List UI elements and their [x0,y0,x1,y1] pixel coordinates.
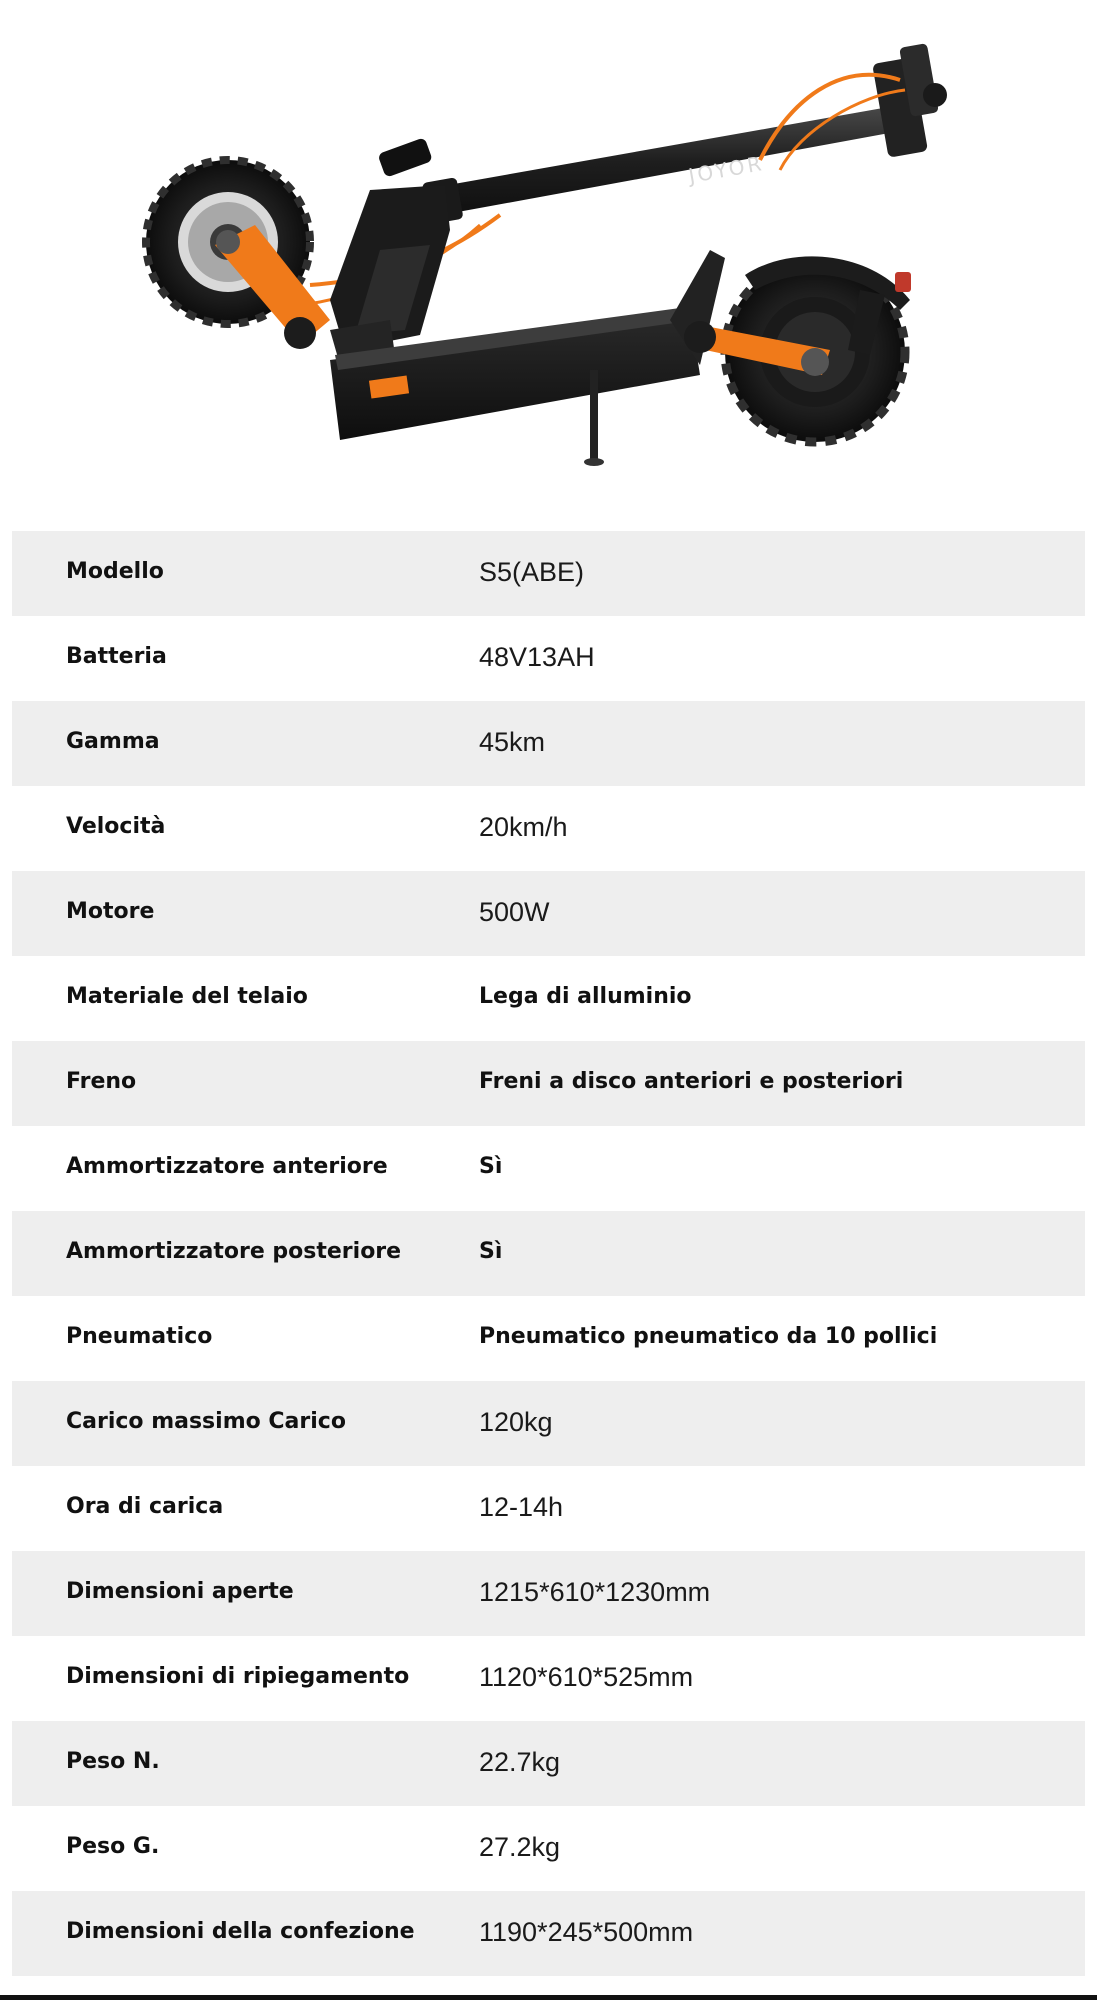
spec-value: 500W [479,897,550,927]
spec-label: Materiale del telaio [66,984,308,1009]
product-image [0,0,1097,520]
spec-row [12,871,1085,956]
spec-value: Sì [479,1154,503,1179]
spec-row [12,1211,1085,1296]
spec-row [12,1891,1085,1976]
spec-value: 12-14h [479,1492,564,1522]
spec-label: Motore [66,899,155,924]
spec-label: Dimensioni aperte [66,1579,294,1604]
spec-row [12,786,1085,871]
spec-value: 48V13AH [479,642,595,672]
spec-label: Ammortizzatore anteriore [66,1154,388,1179]
scooter-illustration [0,0,1097,520]
spec-row [12,1381,1085,1466]
front-fork [330,137,450,365]
spec-value: 1120*610*525mm [479,1662,694,1692]
spec-label: Peso G. [66,1834,160,1859]
spec-label: Freno [66,1069,137,1094]
spec-value: 45km [479,727,546,757]
bottom-divider [0,1995,1097,2000]
spec-row [12,956,1085,1041]
spec-row [12,1806,1085,1891]
spec-label: Dimensioni di ripiegamento [66,1664,410,1689]
spec-row [12,1551,1085,1636]
spec-label: Ammortizzatore posteriore [66,1239,402,1264]
spec-value: 120kg [479,1407,553,1437]
spec-value: Pneumatico pneumatico da 10 pollici [479,1324,938,1349]
spec-label: Ora di carica [66,1494,224,1519]
joyor-logo: JOYOR [686,151,767,188]
spec-label: Carico massimo Carico [66,1409,346,1434]
spec-value: 20km/h [479,812,568,842]
rear-wheel [670,250,911,442]
spec-row [12,701,1085,786]
spec-label: Dimensioni della confezione [66,1919,415,1944]
spec-row [12,1126,1085,1211]
spec-row [12,1721,1085,1806]
spec-row [12,1296,1085,1381]
spec-value: 1190*245*500mm [479,1917,694,1947]
spec-row [12,531,1085,616]
spec-row [12,1636,1085,1721]
spec-value: S5(ABE) [479,557,585,587]
spec-label: Batteria [66,644,167,669]
spec-value: Freni a disco anteriori e posteriori [479,1069,904,1094]
spec-row [12,1041,1085,1126]
spec-row [12,1466,1085,1551]
spec-value: Lega di alluminio [479,984,692,1009]
spec-value: Sì [479,1239,503,1264]
front-wheel [146,160,330,349]
spec-label: Modello [66,559,164,584]
spec-value: 22.7kg [479,1747,561,1777]
spec-label: Peso N. [66,1749,160,1774]
spec-label: Gamma [66,729,160,754]
spec-label: Pneumatico [66,1324,213,1349]
spec-table [12,531,1085,1976]
spec-label: Velocità [66,814,166,839]
spec-value: 27.2kg [479,1832,561,1862]
spec-value: 1215*610*1230mm [479,1577,711,1607]
spec-row [12,616,1085,701]
